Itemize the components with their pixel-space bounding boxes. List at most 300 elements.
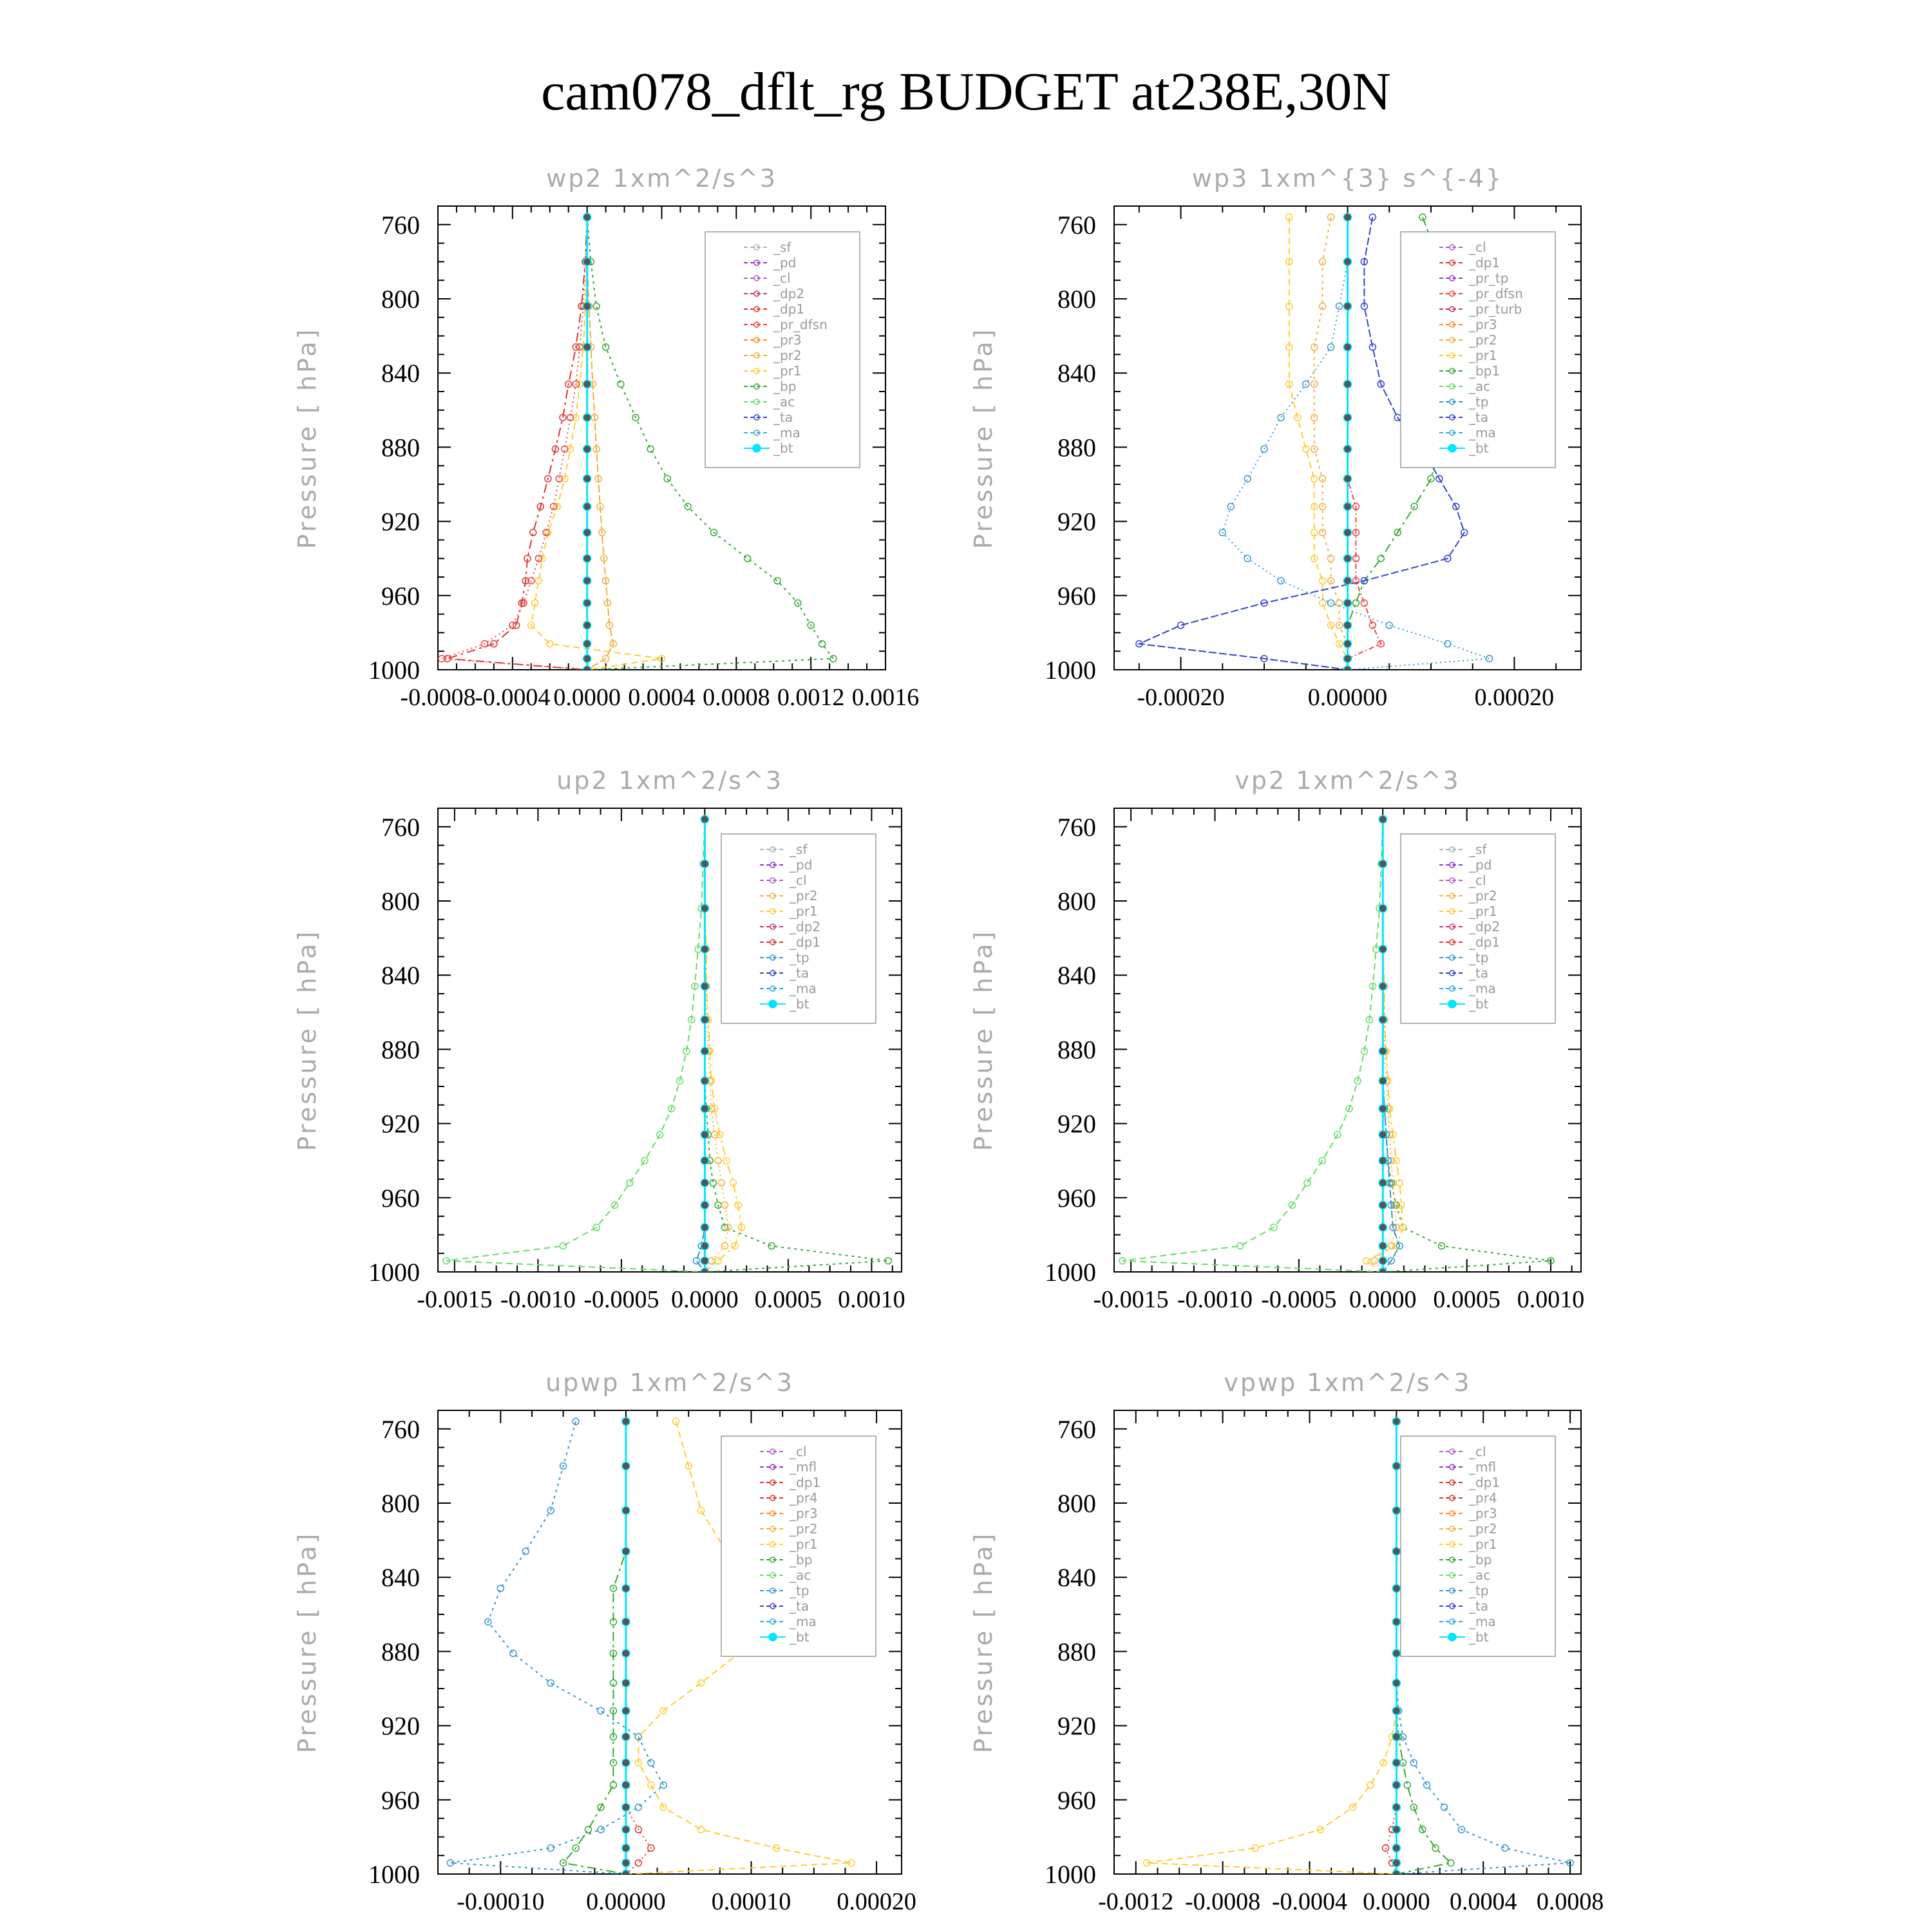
series-point-bt [701,1201,708,1209]
panel-title: wp2 1xm^2/s^3 [546,164,777,193]
y-tick-label: 800 [1057,285,1096,314]
x-tick-label: 0.0000 [553,684,621,711]
legend-label: _dp1 [1469,255,1501,270]
series-point-bt [622,1870,630,1878]
series-line-pr_dfsn [442,217,587,670]
series-point-pr1 [698,1508,705,1514]
y-tick-label: 880 [1057,433,1096,462]
panel-title: vpwp 1xm^2/s^3 [1224,1368,1472,1397]
series-point-bt [1392,1548,1400,1555]
series-point-bt [1392,1507,1400,1515]
y-tick-label: 800 [1057,887,1096,916]
series-point-bt [701,1131,708,1139]
y-tick-label: 960 [381,1183,420,1213]
series-point-bt [583,577,591,585]
y-tick-label: 880 [381,1035,420,1065]
legend-label: _dp2 [1469,919,1501,934]
series-point-bt [1392,1679,1400,1687]
series-point-bt [1344,640,1352,648]
panel-4 [969,766,1584,1313]
legend-label: _pr3 [790,1506,818,1521]
y-tick-label: 920 [381,1711,420,1741]
legend-marker [769,1633,777,1641]
x-tick-label: 0.0004 [628,684,696,711]
y-tick-label: 760 [1057,812,1096,842]
series-point-pr1 [1320,578,1326,584]
y-tick-label: 880 [1057,1637,1096,1667]
x-tick-label: 0.0000 [1363,1888,1430,1915]
series-point-tp [547,1680,554,1686]
legend-marker [1448,1633,1456,1641]
series-point-pr2 [1328,555,1334,562]
x-tick-label: -0.0008 [1185,1888,1261,1915]
legend-label: _cl [790,873,807,888]
series-point-bt [622,1679,630,1687]
legend-label: _pr3 [1469,1506,1497,1521]
x-tick-label: -0.0015 [417,1286,493,1313]
legend-label: _bt [790,996,810,1012]
series-point-bt [583,640,591,648]
series-point-bp [1378,555,1384,562]
series-point-bt [1344,475,1352,482]
series-point-bt [701,860,708,867]
series-point-bt [583,303,591,310]
legend-label: _bt [1469,996,1489,1012]
series-point-bt [583,380,591,388]
legend-label: _tp [1469,950,1489,965]
series-point-bt [1379,1257,1387,1265]
legend-label: _cl [1469,240,1486,255]
series-point-bt [622,1507,630,1515]
series-point-bt [1392,1584,1400,1592]
series-point-bt [1392,1707,1400,1715]
legend-label: _pr2 [1469,888,1497,904]
series-point-bt [583,343,591,351]
y-tick-label: 1000 [1045,1860,1096,1889]
y-tick-label: 800 [381,285,420,314]
series-point-pr2 [708,1258,715,1264]
series-point-bt [583,599,591,607]
series-point-pr_dfsn [1369,622,1376,629]
panel-5 [293,1368,916,1915]
series-point-bt [622,1707,630,1715]
legend-label: _cl [1469,1444,1486,1459]
series-point-tp [660,1782,667,1788]
legend-label: _bt [790,1629,810,1645]
y-tick-label: 760 [381,1414,420,1444]
x-tick-label: 0.00020 [1474,684,1555,711]
series-point-bt [1379,905,1387,913]
series-point-bt [1392,1417,1400,1425]
x-tick-label: -0.0010 [500,1286,576,1313]
legend-marker [769,1000,777,1008]
series-line-bp [564,1421,626,1874]
series-point-bt [1379,1047,1387,1055]
series-point-bp [1432,1845,1439,1852]
series-point-bt [622,1548,630,1555]
y-tick-label: 840 [381,1563,420,1593]
series-point-bt [1379,945,1387,953]
series-point-bp [768,1243,775,1249]
series-point-bt [1344,529,1352,536]
legend-label: _tp [1469,1583,1489,1598]
legend-label: _cl [773,270,791,286]
series-point-bt [1379,1268,1387,1276]
series-point-bt [1379,1179,1387,1187]
legend-label: _pr_dfsn [773,317,828,332]
legend-label: _dp1 [790,1475,821,1490]
legend-label: _pr3 [773,332,802,348]
legend-label: _ac [790,1567,811,1583]
y-axis-label: Pressure [ hPa] [969,327,998,549]
y-tick-label: 1000 [1045,1258,1096,1287]
series-point-bt [1344,213,1352,221]
legend-label: _ac [1469,379,1491,394]
series-point-bt [701,945,708,953]
panel-title: wp3 1xm^{3} s^{-4} [1191,164,1504,193]
figure-title: cam078_dflt_rg BUDGET at238E,30N [541,62,1391,122]
panel-3 [293,766,905,1313]
series-point-bt [622,1803,630,1811]
series-point-bp [1419,214,1426,220]
x-tick-label: -0.0010 [1177,1286,1253,1313]
series-point-bt [622,1826,630,1833]
series-point-bt [583,621,591,629]
legend-label: _ma [1469,981,1496,996]
x-tick-label: 0.0016 [851,684,920,711]
series-line-tp [451,1421,664,1874]
series-point-bt [622,1649,630,1657]
legend-label: _bt [773,440,793,456]
series-point-bp [610,1782,616,1788]
y-tick-label: 1000 [368,1860,420,1889]
series-point-bt [583,475,591,482]
series-point-bt [1392,1844,1400,1852]
series-point-bt [622,1733,630,1741]
legend-label: _pr2 [1469,1521,1497,1537]
legend-label: _pr2 [790,888,818,904]
legend-label: _pr2 [790,1521,818,1537]
series-point-bt [1344,666,1352,674]
series-point-bp [618,381,624,387]
y-tick-label: 960 [1057,1785,1096,1815]
x-tick-label: 0.00020 [837,1888,916,1915]
series-point-bt [701,1077,708,1084]
series-point-bt [622,1781,630,1789]
series-point-bt [1392,1733,1400,1741]
y-tick-label: 960 [381,1785,420,1815]
series-point-pr2 [721,1202,728,1208]
series-point-tp [1386,622,1392,629]
series-point-bt [583,503,591,511]
y-axis-label: Pressure [ hPa] [969,929,998,1151]
legend [1401,232,1555,468]
series-point-bp [830,656,837,662]
series-point-pr2 [718,1180,724,1186]
series-point-bp [744,555,751,562]
legend-label: _ta [790,1598,810,1614]
x-tick-label: 0.0000 [1349,1286,1417,1313]
legend-label: _dp1 [773,301,805,317]
series-point-tp [1444,641,1451,647]
y-tick-label: 840 [381,961,420,990]
legend-label: _pd [790,857,813,873]
y-axis-label: Pressure [ hPa] [293,929,321,1151]
series-line-pr1 [1289,217,1348,670]
series-point-bt [1379,1242,1387,1250]
series-point-bt [1379,815,1387,823]
x-tick-label: -0.0004 [1271,1888,1348,1915]
y-tick-label: 800 [381,1489,420,1518]
legend [1401,834,1555,1023]
legend-label: _cl [1469,873,1486,888]
legend-label: _bp [773,379,797,394]
series-point-bt [701,1224,708,1231]
legend-label: _pr1 [790,1537,818,1552]
series-point-tp [1336,303,1343,310]
series-line-ac [446,819,705,1272]
series-point-bt [1344,445,1352,453]
series-point-bp [774,578,781,584]
legend-label: _bp [1469,1552,1492,1567]
y-tick-label: 840 [1057,1563,1096,1593]
series-point-bt [583,529,591,536]
legend [705,232,860,468]
series-point-bp [819,641,826,647]
y-tick-label: 920 [1057,1109,1096,1139]
y-tick-label: 960 [1057,1183,1096,1213]
series-point-pr2 [1371,1258,1378,1264]
legend-label: _dp2 [773,286,805,301]
series-point-bt [1344,621,1352,629]
series-point-tp [1441,1804,1448,1810]
legend-label: _tp [1469,394,1489,410]
legend-label: _sf [790,842,808,857]
series-point-bt [622,1759,630,1766]
legend-label: _ac [1469,1567,1491,1583]
x-tick-label: 0.0005 [754,1286,822,1313]
series-point-ac [627,1180,633,1186]
series-point-bt [1379,1157,1387,1164]
series-point-bt [701,1157,708,1164]
series-point-bp [647,446,654,452]
legend-label: _ma [1469,1614,1496,1629]
series-point-tp [497,1585,504,1591]
series-point-bt [701,982,708,990]
series-point-bt [701,815,708,823]
series-point-bt [1344,380,1352,388]
legend-marker [1448,1000,1456,1008]
y-tick-label: 1000 [368,656,420,685]
legend-label: _tp [790,1583,810,1598]
panel-2 [969,164,1581,711]
series-point-bt [1392,1618,1400,1625]
y-tick-label: 760 [1057,1414,1096,1444]
series-point-bt [1344,343,1352,351]
legend-label: _pr3 [1469,317,1497,332]
x-tick-label: 0.0004 [1450,1888,1517,1915]
series-point-pr_dfsn [509,622,516,629]
legend-label: _ta [1469,410,1489,425]
legend-label: _dp1 [790,934,821,950]
series-point-bt [1344,554,1352,562]
legend-label: _bt [1469,440,1489,456]
legend-label: _pr_dfsn [1469,286,1523,301]
legend-label: _pr_tp [1469,270,1509,286]
y-tick-label: 800 [1057,1489,1096,1518]
series-point-bt [1344,577,1352,585]
legend-label: _cl [790,1444,807,1459]
series-point-bt [1392,1870,1400,1878]
legend-label: _ta [1469,1598,1489,1614]
series-point-pr1 [1320,600,1326,606]
x-tick-label: -0.0005 [1261,1286,1337,1313]
legend-label: _ma [790,1614,817,1629]
series-point-pr2 [715,1157,721,1164]
y-tick-label: 800 [381,887,420,916]
y-tick-label: 920 [381,507,420,536]
legend-label: _ma [790,981,817,996]
y-tick-label: 960 [381,581,420,611]
y-tick-label: 920 [1057,1711,1096,1741]
y-tick-label: 840 [1057,961,1096,990]
legend-label: _sf [1469,842,1487,857]
series-point-bt [1392,1781,1400,1789]
legend-label: _ac [773,394,795,410]
series-point-bt [701,1242,708,1250]
series-point-bt [1392,1859,1400,1867]
series-point-bt [1392,1803,1400,1811]
legend-label: _pr1 [773,363,802,379]
legend-label: _mfl [1469,1459,1497,1475]
series-point-bt [1379,1077,1387,1084]
series-point-bt [1379,1016,1387,1023]
y-tick-label: 920 [1057,507,1096,536]
series-line-pr1 [1147,1421,1397,1874]
y-tick-label: 840 [381,359,420,388]
legend-label: _dp2 [790,919,821,934]
legend-label: _ta [773,410,793,425]
series-point-pr1 [547,641,553,647]
legend-label: _mfl [790,1459,817,1475]
series-point-bt [622,1844,630,1852]
panel-title: up2 1xm^2/s^3 [556,766,783,795]
series-point-tp [635,1804,641,1810]
legend-label: _pr1 [1469,348,1497,363]
series-point-bt [583,666,591,674]
series-point-bt [583,413,591,421]
series-point-tp [1424,1782,1430,1788]
legend-label: _bp1 [1469,363,1501,379]
series-point-pr_dfsn [576,344,583,350]
legend-label: _bp [790,1552,813,1567]
series-point-bt [1392,1649,1400,1657]
y-tick-label: 1000 [368,1258,420,1287]
y-tick-label: 880 [381,1637,420,1667]
series-point-bt [1344,303,1352,310]
x-tick-label: 0.0010 [838,1286,905,1313]
series-point-pr1 [698,1680,705,1686]
series-point-bt [1392,1462,1400,1470]
y-tick-label: 920 [381,1109,420,1139]
series-point-bt [583,554,591,562]
panel-title: vp2 1xm^2/s^3 [1235,766,1461,795]
series-point-tp [1502,1845,1508,1852]
y-tick-label: 760 [381,210,420,240]
legend-label: _ta [790,965,810,981]
legend-label: _bt [1469,1629,1489,1645]
series-point-bt [1344,503,1352,511]
series-point-bp [585,1826,592,1833]
x-tick-label: 0.00000 [1307,684,1388,711]
series-point-bt [701,1257,708,1265]
legend-label: _pr1 [1469,904,1497,919]
series-point-dp1 [1383,1845,1389,1852]
y-axis-label: Pressure [ hPa] [293,1531,321,1754]
series-point-bt [1344,258,1352,265]
x-tick-label: -0.0008 [400,684,476,711]
legend-label: _pr1 [790,904,818,919]
legend-label: _pr4 [1469,1490,1497,1506]
series-point-pr1 [715,1258,721,1264]
series-point-bt [701,1047,708,1055]
y-tick-label: 880 [1057,1035,1096,1065]
series-point-bt [701,1179,708,1187]
y-tick-label: 840 [1057,359,1096,388]
series-point-bt [701,1105,708,1113]
legend [1401,1436,1555,1656]
series-point-pr1 [1367,1782,1374,1788]
series-point-tp [1227,504,1234,510]
series-point-tp [1278,578,1284,584]
series-point-bt [583,213,591,221]
series-point-tp [1244,475,1251,482]
series-point-bt [583,258,591,265]
series-point-bt [701,1268,708,1276]
x-tick-label: 0.0008 [703,684,770,711]
x-tick-label: -0.00010 [457,1888,545,1915]
series-point-bt [622,1859,630,1867]
series-point-bt [583,655,591,663]
legend-label: _sf [773,240,791,255]
y-tick-label: 1000 [1045,656,1096,685]
legend-marker [753,444,761,452]
legend-label: _pd [1469,857,1492,873]
x-tick-label: -0.0015 [1093,1286,1169,1313]
series-point-bp [1352,600,1359,606]
y-axis-label: Pressure [ hPa] [293,327,321,549]
series-point-bt [1379,1131,1387,1139]
series-point-bt [701,905,708,913]
series-point-tp [693,1258,699,1264]
series-point-pr_dfsn [1361,600,1367,606]
x-tick-label: -0.0012 [1098,1888,1174,1915]
series-point-bt [1379,1201,1387,1209]
series-point-tp [598,1826,604,1833]
series-point-ac [560,1243,566,1249]
series-line-ac [1122,819,1383,1272]
series-point-bt [622,1618,630,1625]
series-point-bt [622,1417,630,1425]
series-point-ac [1304,1180,1311,1186]
series-point-bt [1379,860,1387,867]
legend-label: _ma [773,425,800,440]
y-axis-label: Pressure [ hPa] [969,1531,998,1754]
x-tick-label: 0.0008 [1536,1888,1604,1915]
series-point-bt [583,445,591,453]
legend-label: _ma [1469,425,1496,440]
x-tick-label: -0.0004 [475,684,551,711]
